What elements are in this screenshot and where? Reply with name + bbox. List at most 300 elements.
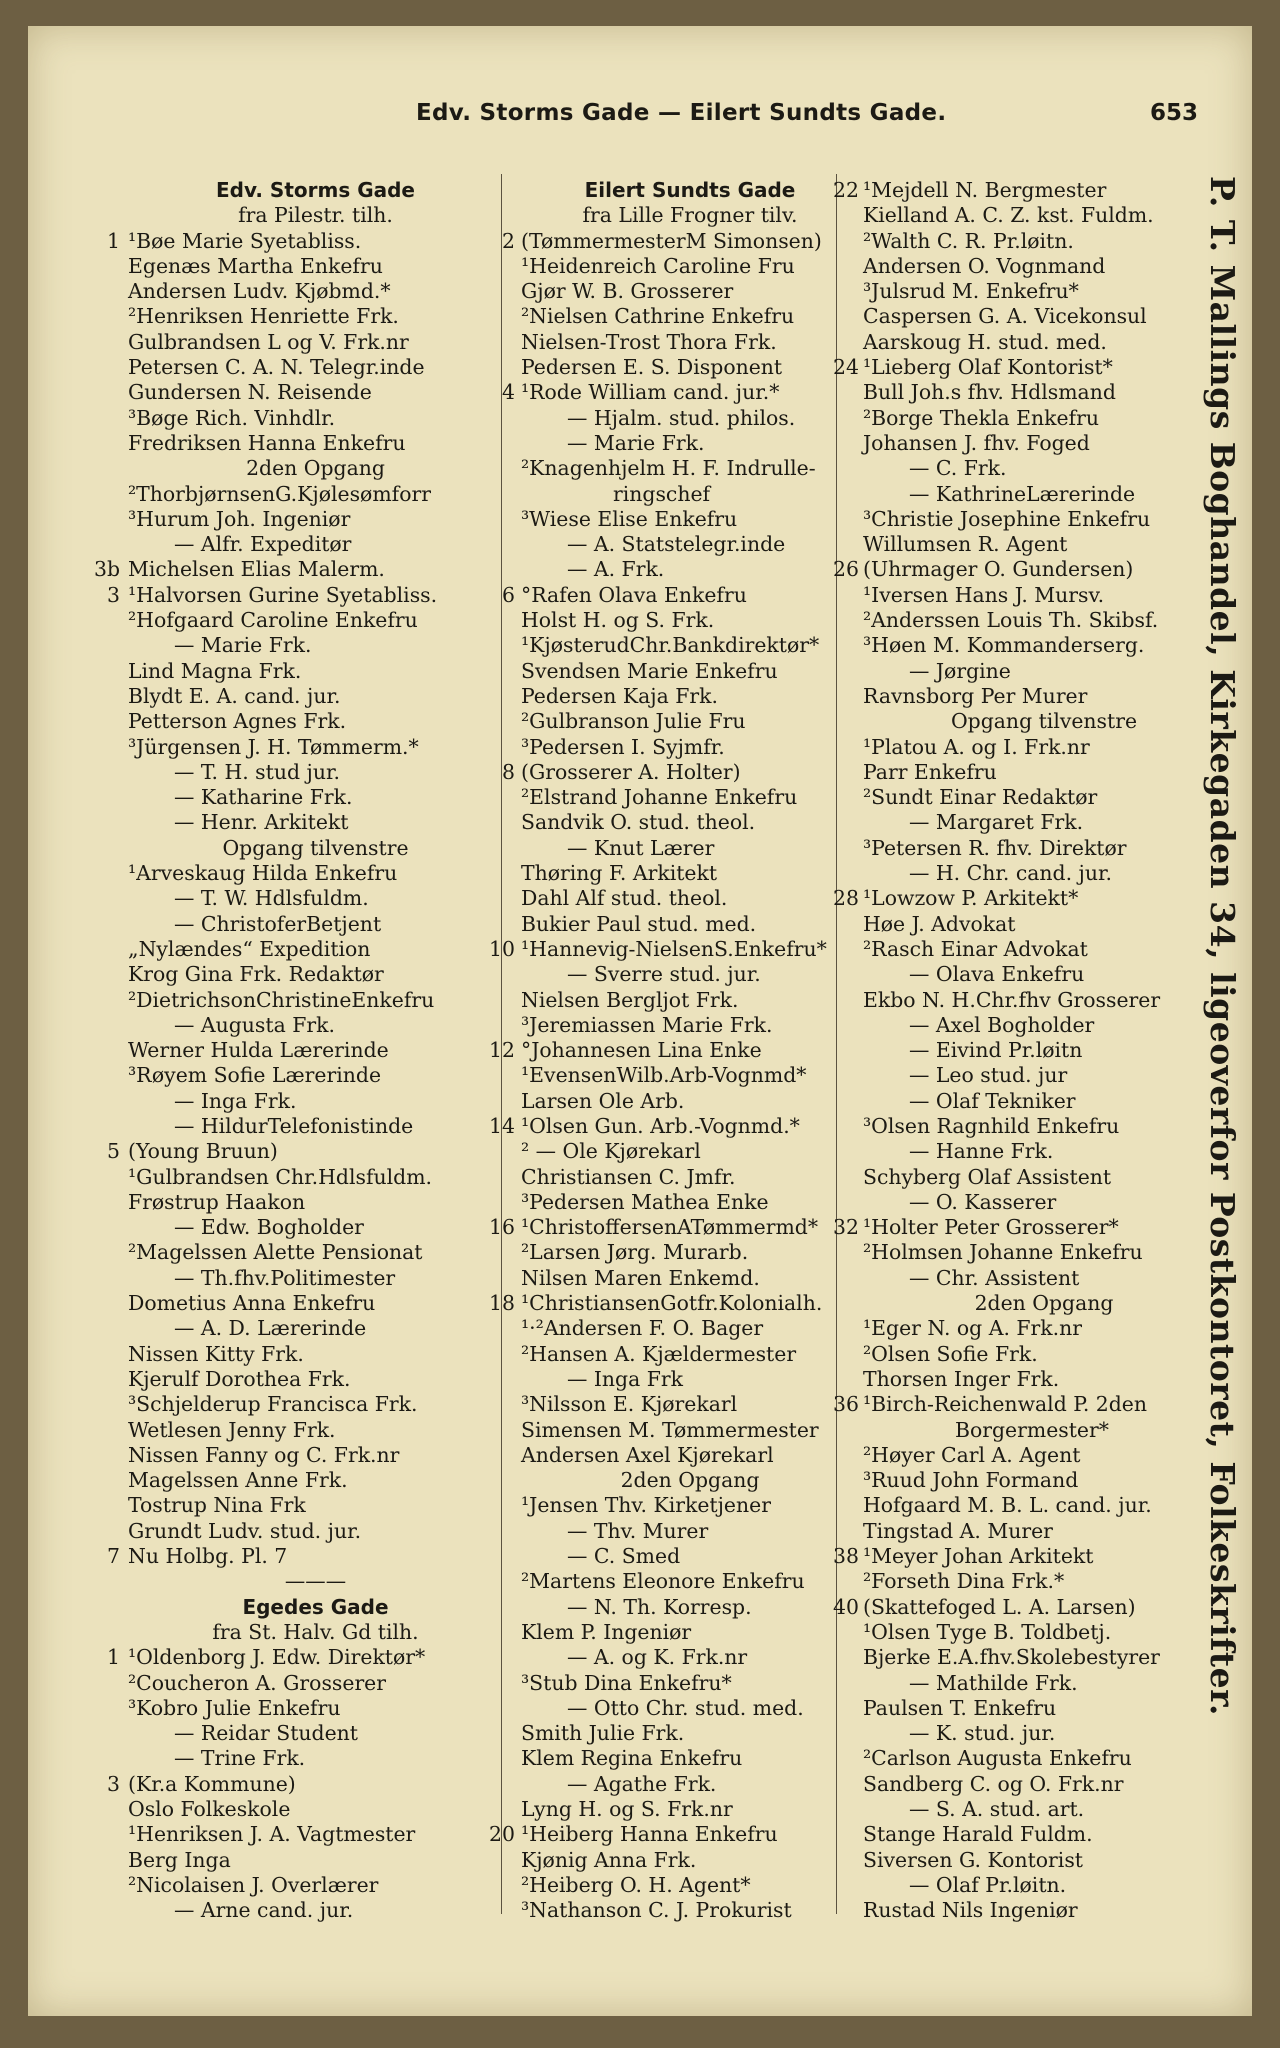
directory-entry	[128, 1848, 503, 1873]
directory-entry	[128, 507, 503, 532]
directory-entry	[107, 1139, 503, 1164]
entry-text: — T. H. stud jur.	[174, 759, 340, 784]
entry-text: ³Bøge Rich. Vinhdlr.	[128, 405, 336, 430]
directory-entry	[863, 1063, 1225, 1088]
directory-page	[28, 26, 1252, 2016]
directory-entry	[128, 1519, 503, 1544]
entry-text: Paulsen T. Enkefru	[863, 1695, 1057, 1720]
entry-text: ²Martens Eleonore Enkefru	[521, 1569, 805, 1594]
entry-text: Sandvik O. stud. theol.	[521, 810, 756, 835]
directory-entry	[521, 1645, 859, 1670]
directory-entry	[107, 1544, 503, 1569]
directory-entry	[128, 1493, 503, 1518]
entry-text: ¹Heidenreich Caroline Fru	[521, 253, 795, 278]
directory-entry	[128, 380, 503, 405]
entry-text: 2den Opgang	[246, 456, 385, 481]
entry-text: — A. og K. Frk.nr	[567, 1645, 748, 1670]
directory-entry	[863, 912, 1225, 937]
directory-entry	[863, 1746, 1225, 1771]
side-advertisement	[1203, 176, 1250, 1936]
entry-text: ²Elstrand Johanne Enkefru	[521, 785, 798, 810]
directory-entry	[521, 988, 859, 1013]
entry-text: ³Stub Dina Enkefru*	[521, 1670, 732, 1695]
entry-text: Larsen Ole Arb.	[521, 1088, 685, 1113]
directory-entry	[128, 1063, 503, 1088]
directory-entry	[863, 406, 1225, 431]
directory-entry	[128, 886, 503, 911]
directory-entry	[521, 861, 859, 886]
directory-entry	[521, 1721, 859, 1746]
entry-text: — A. Statstelegr.inde	[567, 532, 786, 557]
entry-text: (Skattefoged L. A. Larsen)	[863, 1594, 1136, 1619]
house-number: 8	[502, 759, 515, 784]
directory-entry	[833, 557, 1225, 582]
entry-text: Nissen Kitty Frk.	[128, 1341, 304, 1366]
directory-entry	[521, 1595, 859, 1620]
entry-text: Ravnsborg Per Murer	[863, 683, 1088, 708]
entry-text: Nilsen Maren Enkemd.	[521, 1265, 760, 1290]
entry-text: Tostrup Nina Frk	[128, 1493, 306, 1518]
directory-entry	[128, 1418, 503, 1443]
entry-text: fra Lille Frogner tilv.	[582, 203, 798, 228]
entry-text: ²Sundt Einar Redaktør	[863, 785, 1098, 810]
directory-entry	[128, 1013, 503, 1038]
directory-entry	[128, 1089, 503, 1114]
entry-text: — Knut Lærer	[567, 835, 715, 860]
entry-text: Petersen C. A. N. Telegr.inde	[128, 355, 425, 380]
house-number: 32	[833, 1215, 859, 1240]
street-subheading	[128, 203, 503, 228]
entry-text: ²Olsen Sofie Frk.	[863, 1341, 1038, 1366]
directory-entry	[521, 1468, 859, 1493]
directory-entry	[863, 785, 1225, 810]
entry-text: ³Høen M. Kommanderserg.	[863, 633, 1145, 658]
entry-text: Thøring F. Arkitekt	[521, 861, 718, 886]
entry-text: ²Nielsen Cathrine Enkefru	[521, 304, 795, 329]
entry-text: ¹Rode William cand. jur.*	[521, 380, 780, 405]
directory-entry	[128, 1038, 503, 1063]
house-number: 22	[833, 178, 859, 202]
entry-text: Andersen Ludv. Kjøbmd.*	[128, 279, 391, 304]
directory-entry	[521, 836, 859, 861]
directory-entry	[521, 1797, 859, 1822]
entry-text: ³Christie Josephine Enkefru	[863, 506, 1151, 531]
directory-entry	[863, 988, 1225, 1013]
directory-entry	[128, 810, 503, 835]
house-number: 5	[107, 1139, 120, 1164]
directory-entry	[833, 886, 1225, 911]
entry-text: — HildurTelefonistinde	[174, 1113, 414, 1138]
entry-text: Thorsen Inger Frk.	[863, 1366, 1060, 1391]
directory-entry	[502, 228, 859, 254]
directory-entry	[863, 1114, 1225, 1139]
entry-text: Aarskoug H. stud. med.	[863, 329, 1107, 354]
entry-text: Parr Enkefru	[863, 759, 997, 784]
entry-text: ¹Meyer Johan Arkitekt	[863, 1544, 1094, 1569]
entry-text: Blydt E. A. cand. jur.	[128, 683, 341, 708]
directory-entry	[128, 861, 503, 886]
directory-entry	[521, 1443, 859, 1468]
entry-text: ¹ChristiansenGotfr.Kolonialh.	[521, 1291, 823, 1316]
directory-entry	[502, 759, 859, 785]
directory-entry	[863, 532, 1225, 557]
entry-text: (Grosserer A. Holter)	[521, 759, 741, 784]
entry-text: Ekbo N. H.Chr.fhv Grosserer	[863, 987, 1161, 1012]
directory-entry	[128, 1316, 503, 1341]
directory-entry	[863, 760, 1225, 785]
entry-text: Kjerulf Dorothea Frk.	[128, 1366, 351, 1391]
entry-text: ¹Oldenborg J. Edw. Direktør*	[128, 1645, 426, 1670]
entry-text: ¹Hannevig-NielsenS.Enkefru*	[521, 936, 827, 961]
directory-entry	[128, 1797, 503, 1822]
directory-entry	[521, 1240, 859, 1265]
directory-entry	[863, 380, 1225, 405]
entry-text: Dometius Anna Enkefru	[128, 1291, 376, 1316]
directory-entry	[833, 1215, 1225, 1240]
entry-text: — Olaf Pr.løitn.	[909, 1872, 1067, 1897]
house-number: 26	[833, 557, 859, 582]
house-number: 1	[107, 228, 120, 253]
directory-entry	[521, 355, 859, 380]
directory-entry	[521, 1848, 859, 1873]
directory-entry	[128, 608, 503, 633]
directory-entry	[521, 1367, 859, 1392]
column-2	[489, 178, 859, 1923]
entry-text: — Agathe Frk.	[567, 1771, 717, 1796]
entry-text: Andersen Axel Kjørekarl	[521, 1442, 774, 1467]
entry-text: — Inga Frk	[567, 1366, 684, 1391]
entry-text: ¹Lowzow P. Arkitekt*	[863, 886, 1079, 911]
entry-text: Pedersen E. S. Disponent	[521, 355, 783, 380]
house-number: 40	[833, 1594, 859, 1619]
entry-text: Grundt Ludv. stud. jur.	[128, 1518, 362, 1543]
house-number: 12	[489, 1038, 515, 1063]
directory-entry	[502, 380, 859, 405]
directory-entry	[863, 1240, 1225, 1265]
directory-entry	[489, 1822, 859, 1847]
entry-text: Tingstad A. Murer	[863, 1518, 1053, 1543]
entry-text: Krog Gina Frk. Redaktør	[128, 962, 384, 987]
entry-text: ¹ChristoffersenATømmermd*	[521, 1215, 819, 1240]
entry-text: ¹Heiberg Hanna Enkefru	[521, 1822, 778, 1847]
entry-text: Gulbrandsen L og V. Frk.nr	[128, 329, 409, 354]
directory-entry	[521, 1316, 859, 1341]
entry-text: ³Hurum Joh. Ingeniør	[128, 506, 351, 531]
entry-text: — Hanne Frk.	[909, 1139, 1054, 1164]
entry-text: ²Holmsen Johanne Enkefru	[863, 1240, 1143, 1265]
entry-text: ¹EvensenWilb.Arb-Vognmd*	[521, 1063, 807, 1088]
entry-text: Siversen G. Kontorist	[863, 1847, 1083, 1872]
directory-entry	[521, 785, 859, 810]
directory-entry	[502, 582, 859, 608]
directory-entry	[863, 1822, 1225, 1847]
entry-text: °Johannesen Lina Enke	[521, 1038, 762, 1063]
directory-entry	[863, 1569, 1225, 1594]
entry-text: — Margaret Frk.	[909, 810, 1084, 835]
directory-entry	[863, 1772, 1225, 1797]
directory-entry	[128, 659, 503, 684]
entry-text: ———	[284, 1569, 347, 1594]
entry-text: — K. stud. jur.	[909, 1721, 1056, 1746]
entry-text: ¹Jensen Thv. Kirketjener	[521, 1493, 771, 1518]
directory-entry	[521, 1671, 859, 1696]
entry-text: — Katharine Frk.	[174, 785, 353, 810]
directory-entry	[107, 1645, 503, 1670]
directory-entry	[863, 279, 1225, 304]
directory-entry	[521, 482, 859, 507]
directory-entry	[863, 1493, 1225, 1518]
entry-text: ²Heiberg O. H. Agent*	[521, 1872, 751, 1897]
entry-text: — Th.fhv.Politimester	[174, 1265, 396, 1290]
directory-entry	[521, 406, 859, 431]
directory-entry	[521, 1746, 859, 1771]
entry-text: — Augusta Frk.	[174, 1012, 335, 1037]
directory-entry	[521, 1089, 859, 1114]
house-number: 36	[833, 1392, 859, 1417]
entry-text: ³Jeremiassen Marie Frk.	[521, 1012, 773, 1037]
directory-entry	[863, 1443, 1225, 1468]
directory-entry	[128, 1266, 503, 1291]
directory-entry	[863, 254, 1225, 279]
entry-text: — Axel Bogholder	[909, 1012, 1095, 1037]
entry-text: — Olava Enkefru	[909, 962, 1085, 987]
entry-text: ³Wiese Elise Enkefru	[521, 506, 738, 531]
entry-text: Johansen J. fhv. Foged	[863, 430, 1090, 455]
directory-entry	[128, 962, 503, 987]
directory-entry	[833, 1544, 1225, 1569]
entry-text: ³Julsrud M. Enkefru*	[863, 279, 1079, 304]
directory-entry	[521, 1544, 859, 1569]
column-1	[93, 178, 503, 1923]
entry-text: Oslo Folkeskole	[128, 1797, 291, 1821]
directory-entry	[521, 659, 859, 684]
entry-text: — Eivind Pr.løitn	[909, 1038, 1083, 1063]
entry-text: ²Hansen A. Kjældermester	[521, 1341, 797, 1366]
directory-entry	[863, 1645, 1225, 1670]
entry-text: — C. Frk.	[909, 456, 1007, 481]
entry-text: ² — Ole Kjørekarl	[521, 1139, 701, 1164]
entry-text: Christiansen C. Jmfr.	[521, 1164, 736, 1189]
entry-text: — C. Smed	[567, 1544, 681, 1569]
entry-text: ²Anderssen Louis Th. Skibsf.	[863, 608, 1159, 633]
directory-entry	[489, 936, 859, 962]
directory-entry	[128, 1468, 503, 1493]
entry-text: ¹Lieberg Olaf Kontorist*	[863, 355, 1113, 380]
entry-text: — Olaf Tekniker	[909, 1088, 1076, 1113]
entry-text: Werner Hulda Lærerinde	[128, 1038, 389, 1063]
directory-entry	[521, 279, 859, 304]
entry-text: ³Nilsson E. Kjørekarl	[521, 1392, 738, 1417]
entry-text: ²Forseth Dina Frk.*	[863, 1569, 1065, 1594]
entry-text: — Otto Chr. stud. med.	[567, 1695, 804, 1720]
directory-entry	[863, 1797, 1225, 1822]
entry-text: ²Magelssen Alette Pensionat	[128, 1240, 423, 1265]
directory-entry	[521, 810, 859, 835]
directory-entry	[863, 684, 1225, 709]
entry-text: Bukier Paul stud. med.	[521, 911, 757, 936]
entry-text: Klem P. Ingeniør	[521, 1619, 692, 1644]
directory-entry	[128, 836, 503, 861]
house-number: 20	[489, 1822, 515, 1847]
directory-entry	[521, 1418, 859, 1443]
directory-entry	[863, 1316, 1225, 1341]
directory-entry	[863, 1342, 1225, 1367]
entry-text: ³Petersen R. fhv. Direktør	[863, 835, 1127, 860]
entry-text: — Sverre stud. jur.	[567, 962, 761, 987]
entry-text: ²Rasch Einar Advokat	[863, 936, 1088, 961]
entry-text: ²Knagenhjelm H. F. Indrulle-	[521, 456, 816, 481]
entry-text: ringschef	[613, 481, 711, 506]
entry-text: Wetlesen Jenny Frk.	[128, 1417, 336, 1442]
directory-entry	[863, 1013, 1225, 1038]
entry-text: ¹Gulbrandsen Chr.Hdlsfuldm.	[128, 1164, 433, 1189]
entry-text: ¹Olsen Gun. Arb.-Vognmd.*	[521, 1113, 800, 1138]
directory-entry	[863, 1367, 1225, 1392]
entry-text: fra St. Halv. Gd tilh.	[212, 1619, 419, 1644]
entry-text: Andersen O. Vognmand	[863, 253, 1106, 278]
street-heading	[521, 178, 859, 203]
entry-text: — KathrineLærerinde	[909, 481, 1136, 506]
directory-entry	[863, 1848, 1225, 1873]
entry-text: Opgang tilvenstre	[222, 835, 409, 860]
directory-entry	[863, 1291, 1225, 1316]
entry-text: ³Kobro Julie Enkefru	[128, 1695, 341, 1720]
directory-entry	[863, 304, 1225, 329]
directory-entry	[128, 937, 503, 962]
directory-entry	[863, 810, 1225, 835]
directory-entry	[521, 1873, 859, 1898]
directory-entry	[128, 1190, 503, 1215]
directory-entry	[128, 785, 503, 810]
entry-text: — Alfr. Expeditør	[174, 532, 352, 557]
directory-entry	[833, 178, 1225, 203]
directory-entry	[863, 1190, 1225, 1215]
directory-entry	[128, 1291, 503, 1316]
entry-text: Kjønig Anna Frk.	[521, 1847, 697, 1872]
directory-entry	[521, 709, 859, 734]
entry-text: — Edw. Bogholder	[174, 1215, 364, 1240]
directory-entry	[128, 1443, 503, 1468]
entry-text: ²DietrichsonChristineEnkefru	[128, 987, 435, 1012]
directory-entry	[863, 1266, 1225, 1291]
entry-text: ³Olsen Ragnhild Enkefru	[863, 1113, 1120, 1138]
entry-text: fra Pilestr. tilh.	[238, 203, 393, 228]
directory-entry	[521, 1013, 859, 1038]
house-number: 1	[107, 1645, 120, 1670]
column-3	[833, 178, 1225, 1923]
street-subheading	[128, 1620, 503, 1645]
directory-entry	[128, 304, 503, 329]
entry-text: Berg Inga	[128, 1847, 231, 1872]
street-subheading	[521, 203, 859, 228]
directory-entry	[128, 406, 503, 431]
entry-text: Smith Julie Frk.	[521, 1721, 685, 1746]
house-number: 24	[833, 355, 859, 380]
directory-entry	[128, 1721, 503, 1746]
directory-entry	[128, 1746, 503, 1771]
side-advertisement-text: P. T. Mallings Boghandel, Kirkegaden 34, ligeoverfor Postkontoret, Folkeskrifter.	[1203, 176, 1242, 1717]
directory-entry	[128, 1367, 503, 1392]
entry-text: ¹Iversen Hans J. Mursv.	[863, 582, 1105, 607]
entry-text: ¹Halvorsen Gurine Syetabliss.	[128, 582, 438, 607]
entry-text: — S. A. stud. art.	[909, 1797, 1085, 1821]
entry-text: Petterson Agnes Frk.	[128, 709, 347, 734]
house-number: 38	[833, 1544, 859, 1569]
entry-text: ²Henriksen Henriette Frk.	[128, 304, 399, 329]
street-heading	[128, 1595, 503, 1620]
directory-entry	[128, 912, 503, 937]
directory-entry	[833, 1594, 1225, 1620]
entry-text: ¹Henriksen J. A. Vagtmester	[128, 1822, 416, 1847]
house-number: 7	[107, 1544, 120, 1569]
entry-text: ¹Bøe Marie Syetabliss.	[128, 228, 362, 253]
entry-text: ³Schjelderup Francisca Frk.	[128, 1392, 418, 1417]
directory-entry	[863, 1671, 1225, 1696]
entry-text: „Nylændes“ Expedition	[128, 936, 371, 961]
directory-entry	[863, 1418, 1225, 1443]
entry-text: Nielsen-Trost Thora Frk.	[521, 329, 777, 354]
directory-entry	[863, 608, 1225, 633]
entry-text: — Leo stud. jur	[909, 1063, 1068, 1088]
entry-text: — ChristoferBetjent	[174, 911, 382, 936]
entry-text: Lind Magna Frk.	[128, 658, 302, 683]
directory-entry	[489, 1291, 859, 1316]
page-number: 653	[1150, 100, 1199, 126]
directory-entry	[863, 709, 1225, 734]
directory-entry	[521, 254, 859, 279]
directory-entry	[128, 1392, 503, 1417]
directory-entry	[521, 608, 859, 633]
entry-text: Sandberg C. og O. Frk.nr	[863, 1771, 1124, 1796]
directory-entry	[128, 254, 503, 279]
directory-entry	[863, 1620, 1225, 1645]
directory-entry	[521, 1392, 859, 1417]
entry-text: ³Pedersen I. Syjmfr.	[521, 734, 725, 759]
directory-entry	[863, 937, 1225, 962]
directory-entry	[863, 431, 1225, 456]
directory-entry	[521, 456, 859, 481]
directory-entry	[128, 1342, 503, 1367]
directory-entry	[521, 735, 859, 760]
entry-text: Schyberg Olaf Assistent	[863, 1164, 1112, 1189]
entry-text: — Henr. Arkitekt	[174, 810, 349, 835]
directory-entry	[863, 583, 1225, 608]
entry-text: 2den Opgang	[620, 1468, 760, 1493]
directory-entry	[863, 861, 1225, 886]
entry-text: (TømmermesterM Simonsen)	[521, 228, 822, 253]
entry-text: ²Coucheron A. Grosserer	[128, 1670, 386, 1695]
directory-entry	[863, 1873, 1225, 1898]
entry-text: Gjør W. B. Grosserer	[521, 279, 734, 304]
directory-entry	[863, 1165, 1225, 1190]
house-number: 14	[489, 1113, 515, 1138]
directory-entry	[93, 557, 503, 582]
entry-text: Michelsen Elias Malerm.	[128, 557, 385, 582]
entry-text: Willumsen R. Agent	[863, 532, 1068, 557]
entry-text: 2den Opgang	[974, 1291, 1114, 1316]
entry-text: ²ThorbjørnsenG.Kjølesømforr	[128, 481, 431, 506]
directory-entry	[521, 1063, 859, 1088]
directory-entry	[863, 1696, 1225, 1721]
directory-entry	[863, 507, 1225, 532]
directory-entry	[521, 304, 859, 329]
page-title: Edv. Storms Gade — Eilert Sundts Gade.	[416, 100, 947, 126]
directory-entry	[863, 836, 1225, 861]
directory-entry	[521, 507, 859, 532]
directory-entry	[521, 684, 859, 709]
entry-text: Bjerke E.A.fhv.Skolebestyrer	[863, 1645, 1160, 1670]
directory-entry	[521, 1569, 859, 1594]
